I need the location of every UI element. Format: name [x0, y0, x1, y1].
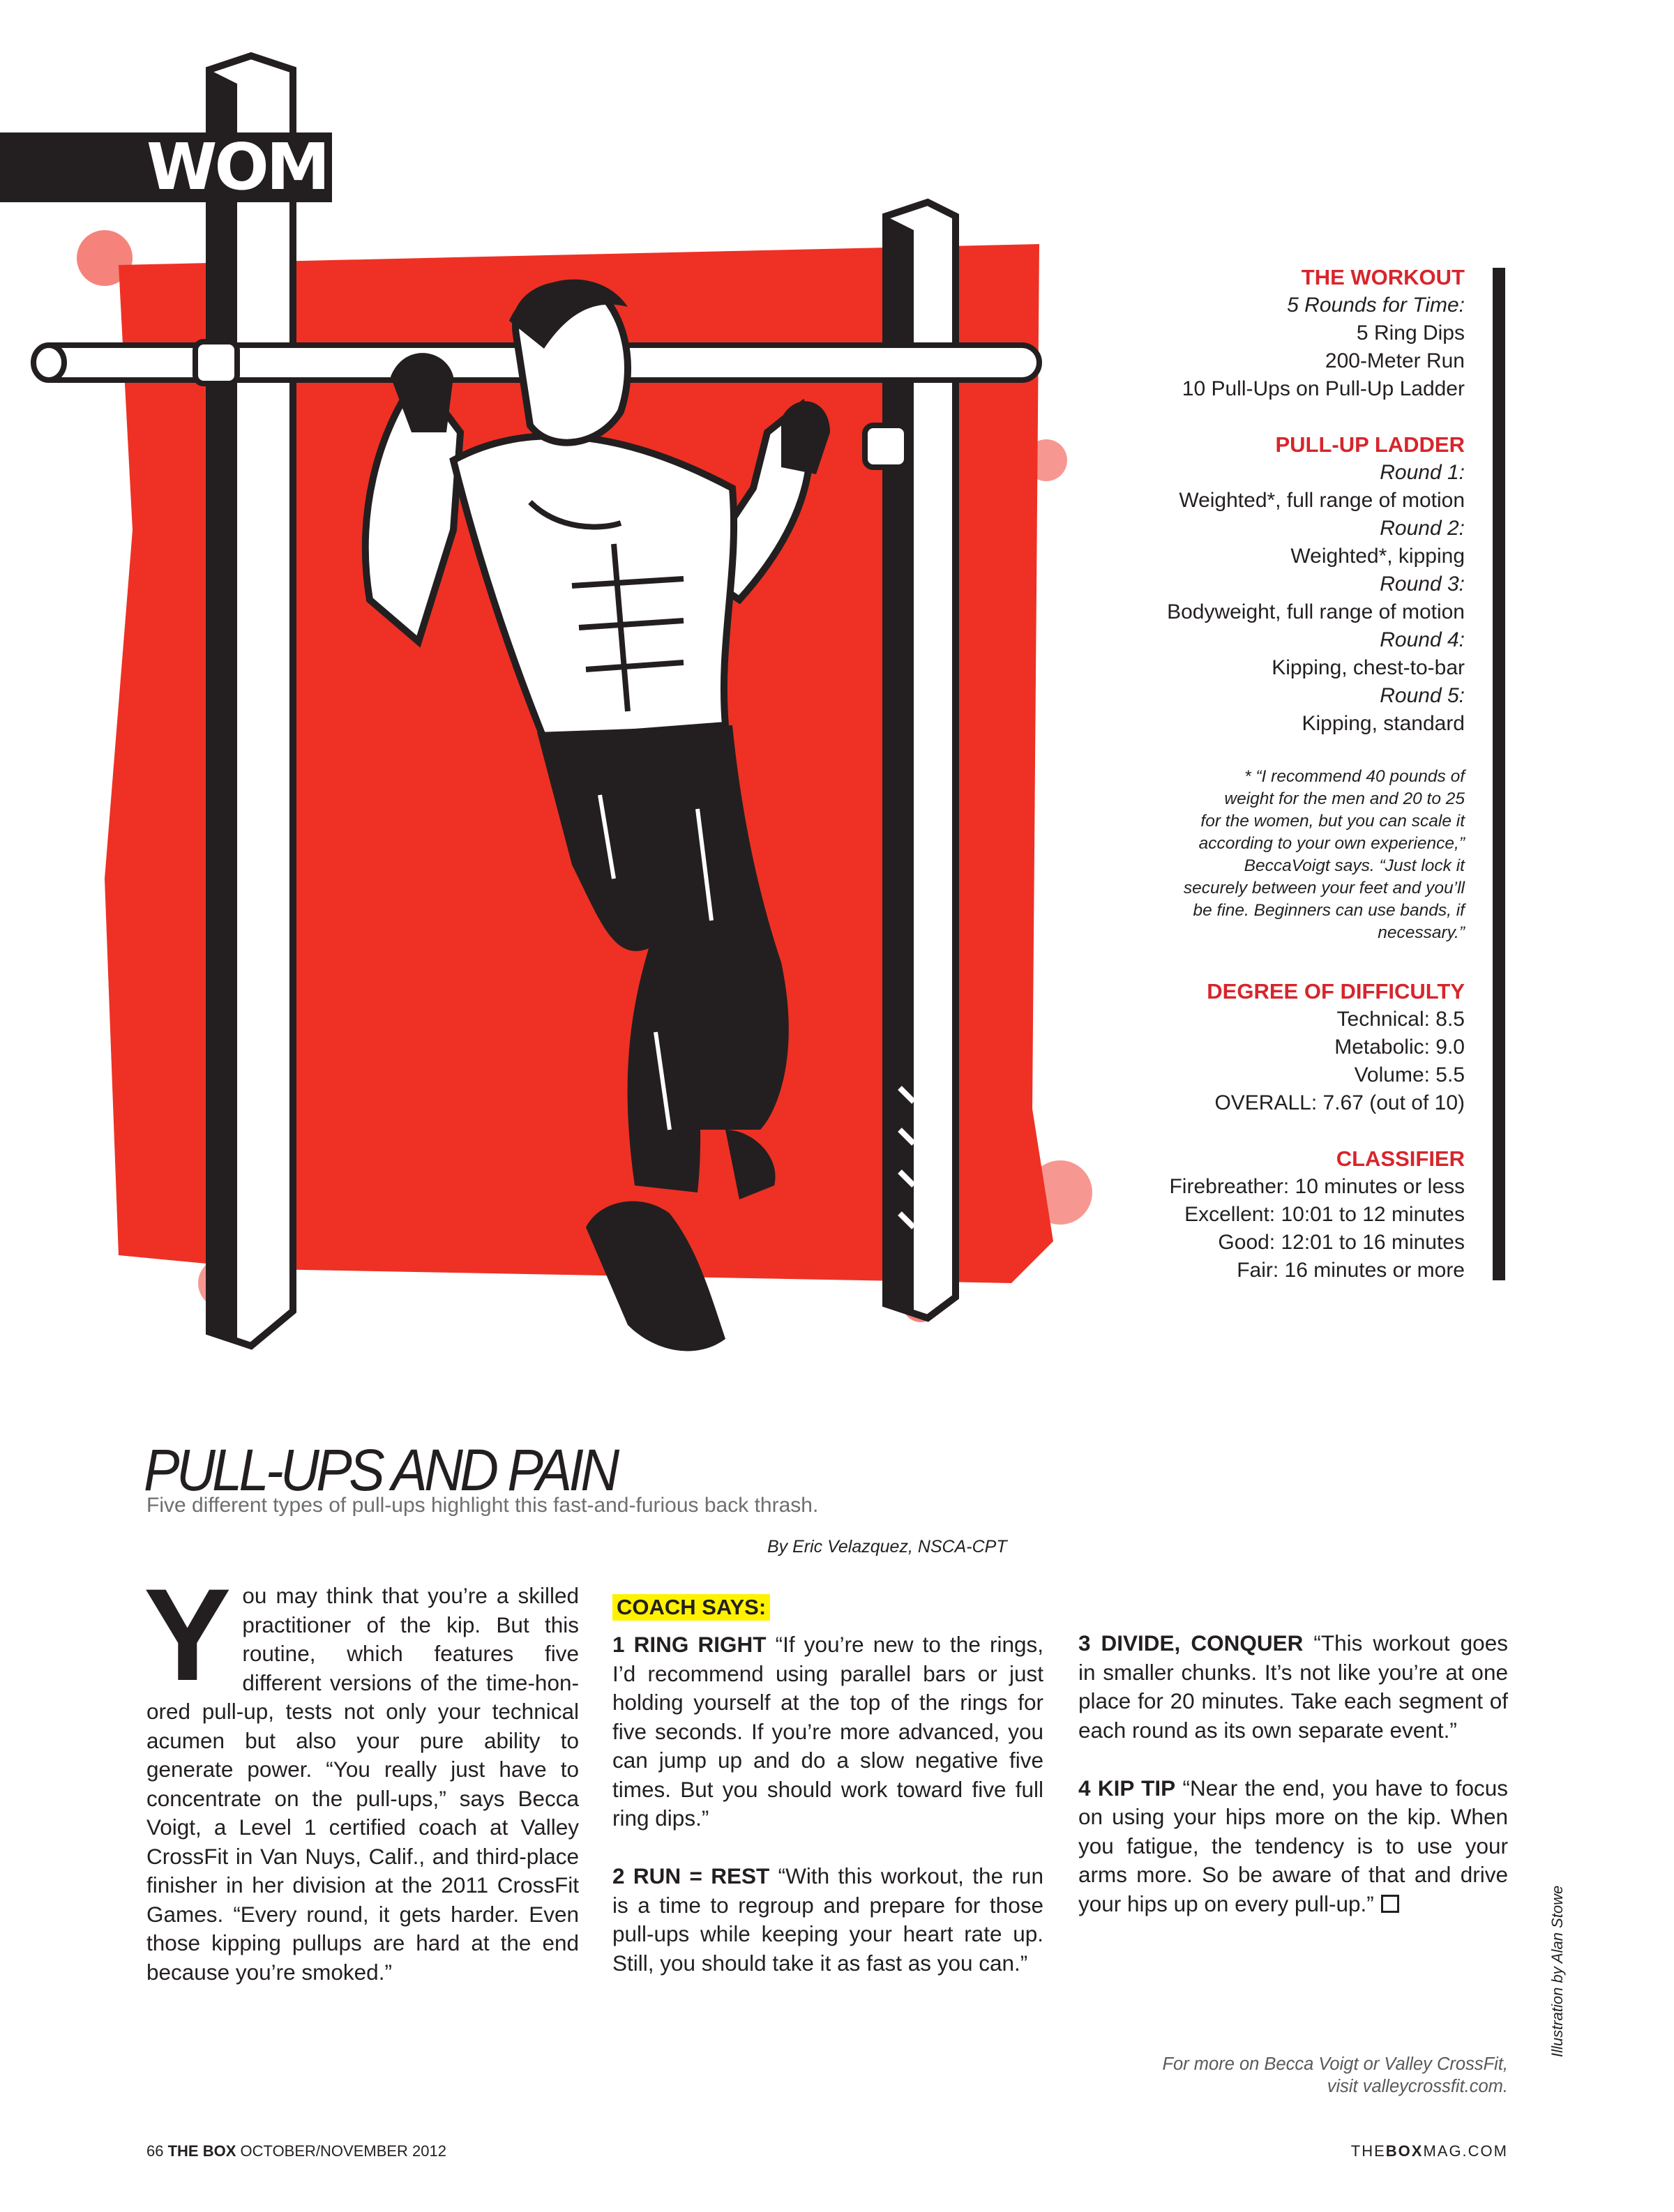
difficulty-item: OVERALL: 7.67 (out of 10)	[1214, 1091, 1465, 1114]
end-mark-icon	[1381, 1895, 1399, 1913]
ladder-round: Round 1:	[1380, 461, 1465, 484]
note-line: weight for the men and 20 to 25	[1224, 789, 1465, 808]
illustration-credit: Illustration by Alan Stowe	[1548, 1885, 1566, 2057]
coach-column-left	[612, 1593, 1043, 2007]
note-line: be fine. Beginners can use bands, if	[1193, 901, 1465, 920]
more-info-line: visit valleycrossfit.com.	[1327, 2077, 1508, 2096]
folio	[146, 2142, 446, 2160]
ladder-desc: Weighted*, kipping	[1290, 545, 1465, 568]
site-url	[1288, 2142, 1508, 2160]
workout-sidebar	[921, 264, 1465, 1285]
classifier-item: Good: 12:01 to 16 minutes	[1218, 1231, 1465, 1254]
note-line: necessary.”	[1378, 923, 1465, 942]
tip-lead: 3 DIVIDE, CONQUER	[1078, 1630, 1304, 1656]
classifier-heading: CLASSIFIER	[1336, 1146, 1465, 1171]
tip-lead: 2 RUN = REST	[612, 1863, 770, 1888]
ladder-desc: Weighted*, full range of motion	[1179, 489, 1465, 512]
ladder-desc: Bodyweight, full range of motion	[1167, 600, 1465, 623]
issue-date: OCTOBER/NOVEMBER 2012	[240, 2142, 446, 2160]
drop-cap: Y	[144, 1561, 232, 1708]
classifier-item: Excellent: 10:01 to 12 minutes	[1184, 1203, 1465, 1226]
difficulty-item: Volume: 5.5	[1354, 1063, 1465, 1086]
workout-heading: THE WORKOUT	[1301, 265, 1465, 289]
intro-text: ou may think that you’re a skilled practitioner of the kip. But this routine, which features five different versions of the time-honored pull-up, tests not only your technical acumen but also your pure ability to generate power. “You really just have to concentrate on the pull-ups,” says Becca Voigt, a Level 1 certified coach at Valley CrossFit in Van Nuys, Calif., and third-place finisher in her division at the 2011 CrossFit Games. “Every round, it gets harder. Even those kipping pullups are hard at the end because you’re smoked.”	[146, 1583, 579, 1985]
more-info-line: For more on Becca Voigt or Valley CrossFit,	[1162, 2054, 1508, 2074]
site-url-part: MAG.COM	[1423, 2142, 1508, 2160]
ladder-round: Round 4:	[1380, 628, 1465, 651]
magazine-name: THE BOX	[167, 2142, 236, 2160]
note-line: for the women, but you can scale it	[1200, 812, 1465, 831]
classifier-item: Firebreather: 10 minutes or less	[1169, 1175, 1465, 1198]
tip-text: “Near the end, you have to focus on using your hips more on the kip. When you fatigue, the tendency is to use your arms more. So be aware of that and drive your hips up on every pull-up.”	[1078, 1775, 1509, 1916]
article-title: PULL-UPS AND PAIN	[144, 1437, 617, 1503]
difficulty-heading: DEGREE OF DIFFICULTY	[1207, 979, 1465, 1003]
intro-column	[144, 1561, 579, 1987]
section-tab-label: WOM	[146, 130, 328, 204]
article-byline: By Eric Velazquez, NSCA-CPT	[767, 1537, 1007, 1556]
site-url-part: THE	[1350, 2142, 1386, 2160]
ladder-desc: Kipping, chest-to-bar	[1272, 656, 1465, 679]
coach-says-label: COACH SAYS:	[612, 1594, 770, 1621]
tip-lead: 4 KIP TIP	[1078, 1775, 1176, 1801]
workout-item: 5 Ring Dips	[1356, 321, 1465, 344]
coach-column-right	[1078, 1629, 1508, 1948]
ladder-desc: Kipping, standard	[1302, 712, 1465, 735]
note-line: securely between your feet and you’ll	[1183, 879, 1465, 897]
tip-paragraph	[1078, 1629, 1508, 1745]
article-deck: Five different types of pull-ups highlight this fast-and-furious back thrash.	[146, 1494, 819, 1517]
sidebar-rule	[1493, 268, 1505, 1280]
ladder-round: Round 3:	[1380, 573, 1465, 596]
note-line: according to your own experience,”	[1198, 834, 1465, 853]
more-info	[1078, 2053, 1508, 2098]
tip-text: “If you’re new to the rings, I’d recommend using parallel bars or just holding yourself at the top of the rings for five seconds. If you’re more advanced, you can jump up and do a slow negative five times. But you should work toward five full ring dips.”	[612, 1632, 1043, 1831]
workout-format: 5 Rounds for Time:	[1287, 294, 1465, 317]
weight-note	[921, 766, 1465, 944]
ladder-heading: PULL-UP LADDER	[1275, 432, 1465, 457]
tip-lead: 1 RING RIGHT	[612, 1632, 767, 1657]
tip-paragraph	[612, 1630, 1043, 1833]
tip-paragraph	[1078, 1774, 1508, 1919]
tip-text: “With this workout, the run is a time to regroup and prepare for those pull-ups while keeping your heart rate up. Still, you should take it as fast as you can.”	[612, 1863, 1043, 1976]
workout-item: 10 Pull-Ups on Pull-Up Ladder	[1182, 377, 1465, 400]
site-url-part: BOX	[1385, 2142, 1424, 2160]
difficulty-item: Technical: 8.5	[1336, 1008, 1465, 1031]
tip-paragraph	[612, 1862, 1043, 1978]
tip-text: “This workout goes in smaller chunks. It’s not like you’re at one place for 20 minutes. Take each segment of each round as its own separate event.”	[1078, 1630, 1508, 1743]
ladder-round: Round 5:	[1380, 684, 1465, 707]
classifier-item: Fair: 16 minutes or more	[1237, 1259, 1465, 1282]
note-line: * “I recommend 40 pounds of	[1244, 767, 1465, 786]
left-post	[209, 56, 293, 1346]
ladder-round: Round 2:	[1380, 517, 1465, 540]
workout-item: 200-Meter Run	[1325, 349, 1465, 372]
page-number: 66	[146, 2142, 164, 2160]
note-line: BeccaVoigt says. “Just lock it	[1244, 856, 1465, 875]
difficulty-item: Metabolic: 9.0	[1334, 1036, 1465, 1059]
